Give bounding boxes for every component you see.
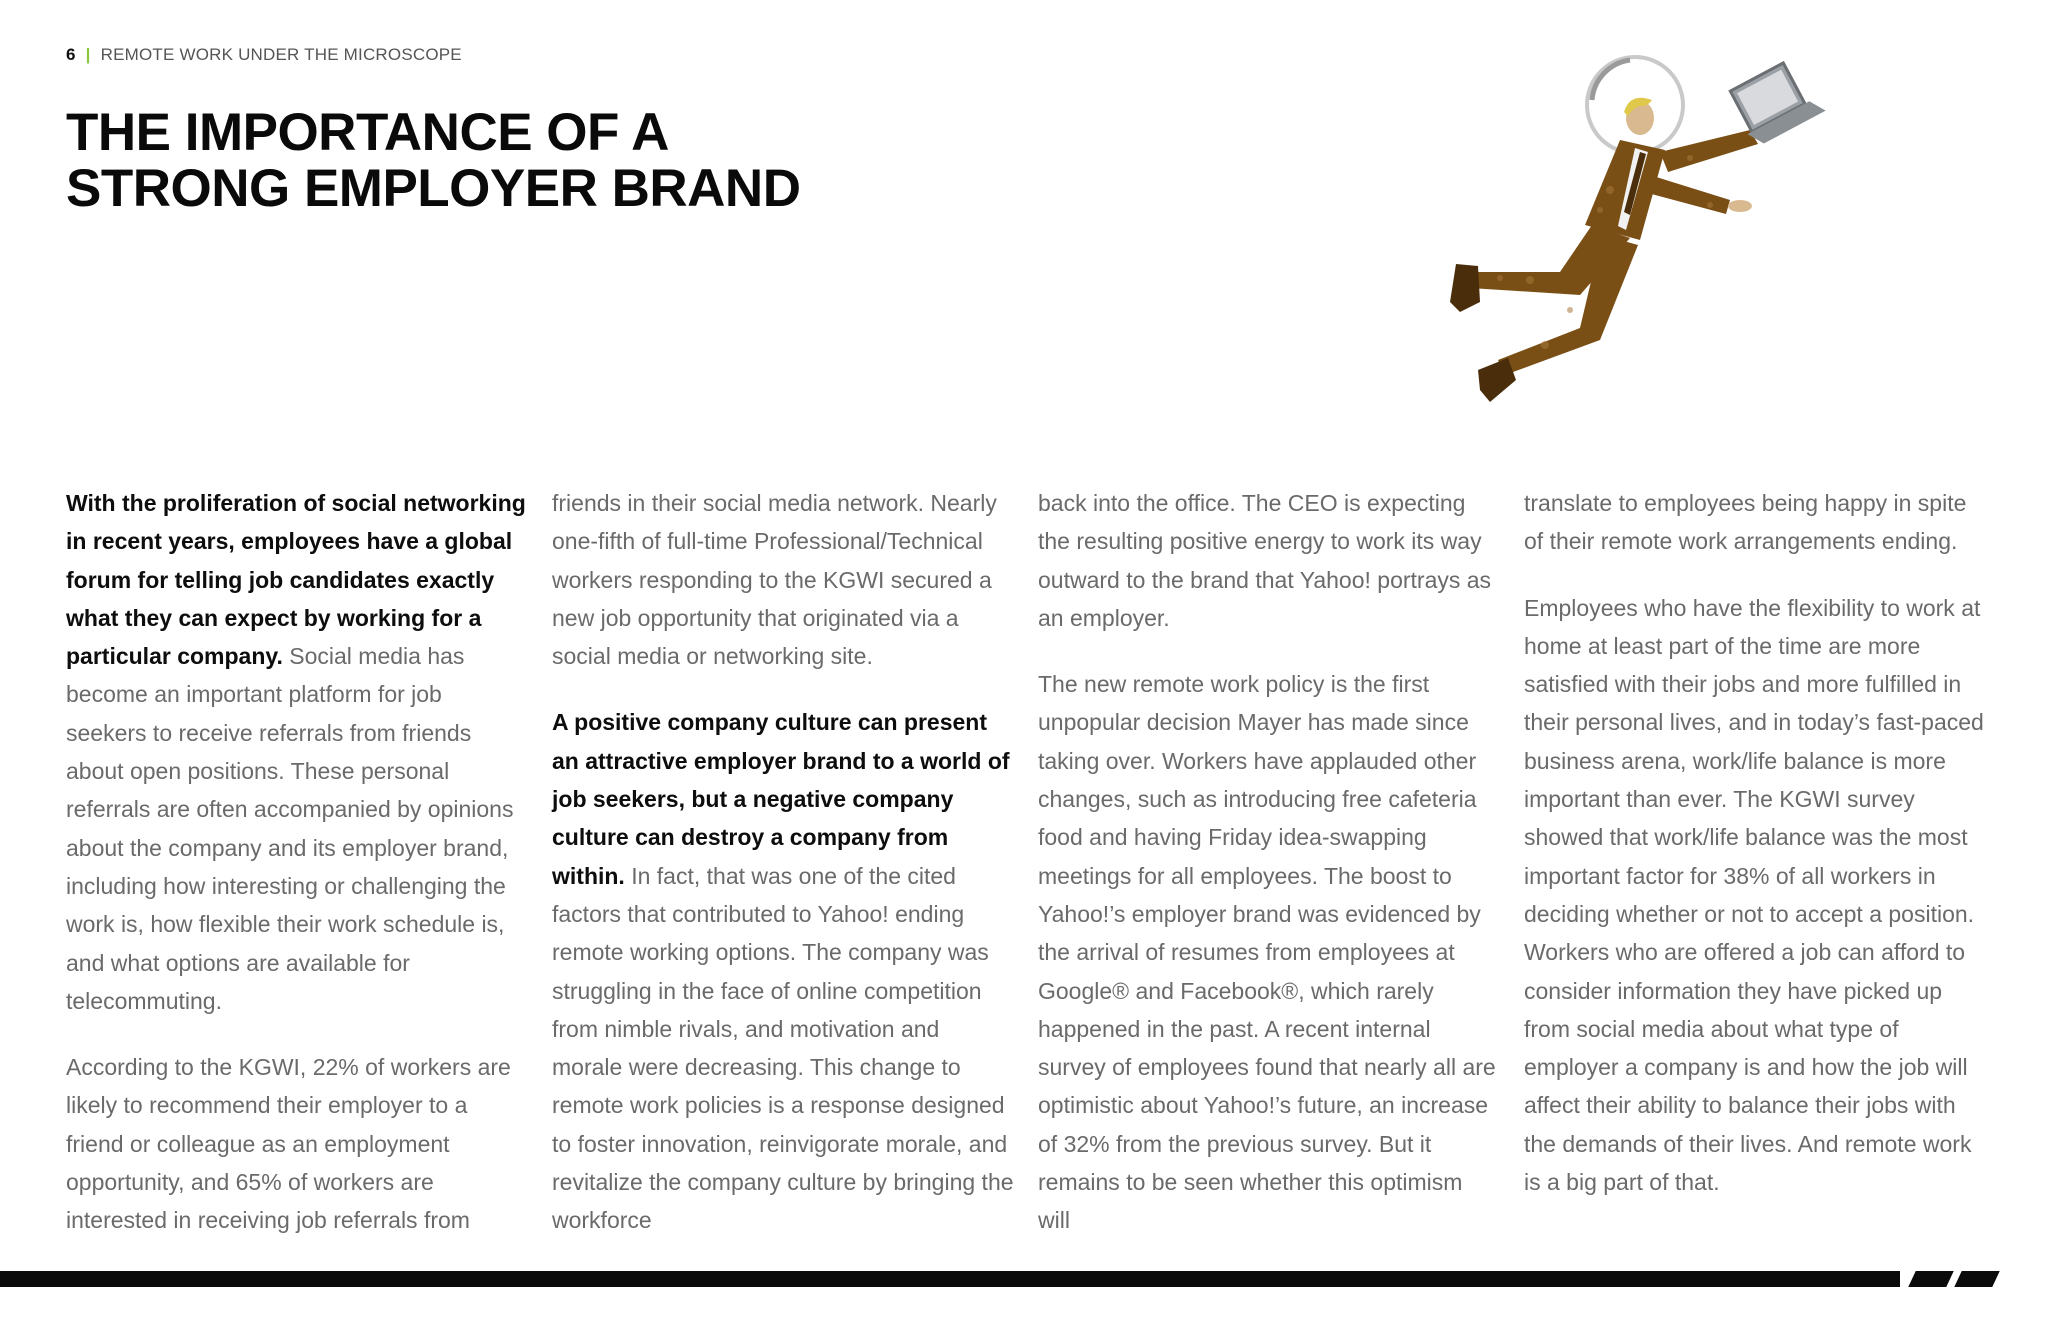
paragraph: back into the office. The CEO is expecting the resulting positive energy to work its way outward to the brand that Yahoo! portrays as an employer. — [1038, 490, 1492, 631]
header-separator: | — [85, 45, 91, 64]
page-title-line-2: STRONG EMPLOYER BRAND — [66, 159, 801, 218]
lead-in-bold: With the proliferation of social networking in recent years, employees have a global forum for telling job candidates exactly what they can expect by working for a particular company. — [66, 490, 526, 670]
footer-dash-2 — [1954, 1271, 1999, 1287]
paragraph: The new remote work policy is the first unpopular decision Mayer has made since taking over. Workers have applauded other changes, such as introducing free cafeteria food and having Friday idea-swapping meetings for all employees. The boost to Yahoo!’s employer brand was evidenced by the arrival of resumes from employees at Google® and Facebook®, which rarely happened in the past. A recent internal survey of employees found that nearly all are optimistic about Yahoo!’s future, an increase of 32% from the previous survey. But it remains to be seen whether this optimism will — [1038, 671, 1496, 1234]
column-2 — [552, 484, 1014, 1268]
paragraph — [552, 703, 1014, 1239]
page-title — [66, 105, 800, 217]
column-1 — [66, 484, 528, 1268]
page-title-line-1: THE IMPORTANCE OF A — [66, 103, 669, 162]
paragraph: friends in their social media network. Nearly one-fifth of full-time Professional/Technical workers responding to the KGWI secured a new job opportunity that originated via a social media or networking site. — [552, 490, 997, 670]
page-number: 6 — [66, 45, 76, 64]
footer-rule — [0, 1271, 1900, 1287]
lead-in-bold: A positive company culture can present an attractive employer brand to a world of job seekers, but a negative company culture can destroy a company from within. — [552, 709, 1010, 889]
paragraph-body: Social media has become an important platform for job seekers to receive referrals from friends about open positions. These personal referrals are often accompanied by opinions about the company and its employer brand, including how interesting or challenging the work is, how flexible their work schedule is, and what options are available for telecommuting. — [66, 643, 514, 1014]
astronaut-businessman-illustration — [1330, 40, 1850, 440]
column-4 — [1524, 484, 1986, 1229]
footer-dash-1 — [1908, 1271, 1953, 1287]
running-header — [66, 45, 462, 65]
paragraph-body: In fact, that was one of the cited factors that contributed to Yahoo! ending remote working options. The company was struggling in the face of online competition from nimble rivals, and motivation and morale were decreasing. This change to remote work policies is a response designed to foster innovation, reinvigorate morale, and revitalize the company culture by bringing the workforce — [552, 862, 1014, 1234]
paragraph: According to the KGWI, 22% of workers are likely to recommend their employer to a friend or colleague as an employment opportunity, and 65% of workers are interested in receiving job referrals from — [66, 1054, 511, 1234]
paragraph: translate to employees being happy in spite of their remote work arrangements ending. — [1524, 490, 1967, 555]
floating-astronaut-icon — [1330, 40, 1850, 440]
paragraph — [66, 484, 528, 1020]
section-title: REMOTE WORK UNDER THE MICROSCOPE — [100, 45, 462, 64]
paragraph: Employees who have the flexibility to work at home at least part of the time are more satisfied with their jobs and more fulfilled in their personal lives, and in today’s fast-paced business arena, work/life balance is more important than ever. The KGWI survey showed that work/life balance was the most important factor for 38% of all workers in deciding whether or not to accept a position. Workers who are offered a job can afford to consider information they have picked up from social media about what type of employer a company is and how the job will affect their ability to balance their jobs with the demands of their lives. And remote work is a big part of that. — [1524, 594, 1984, 1196]
column-3 — [1038, 484, 1500, 1268]
